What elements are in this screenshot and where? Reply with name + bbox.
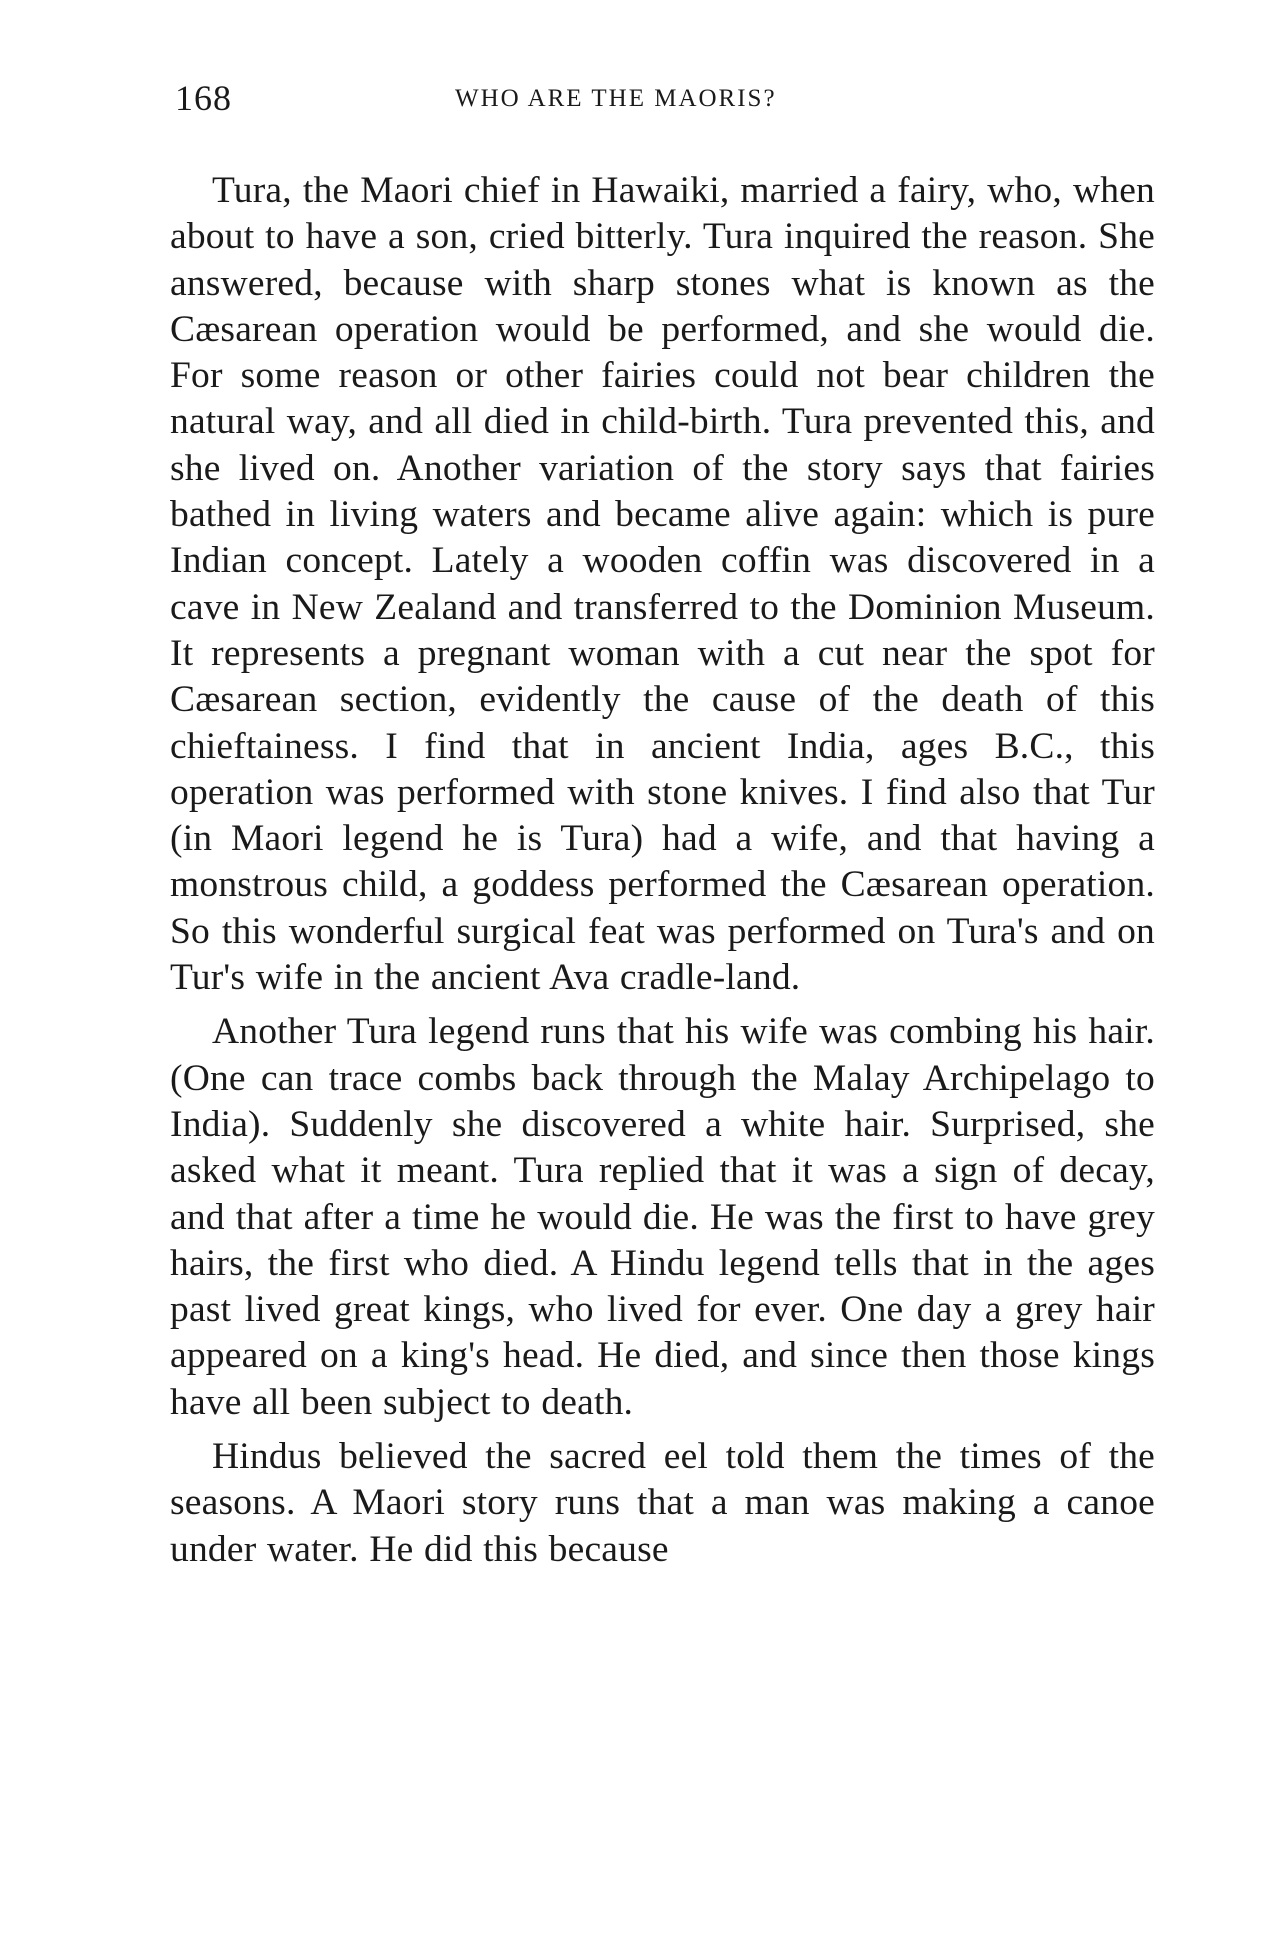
running-head: WHO ARE THE MAORIS?: [455, 85, 777, 112]
paragraph-tura-fairy: Tura, the Maori chief in Hawaiki, married a fairy, who, when about to have a son, cried bitterly. Tura inquired the reason. She answered, because with sharp stones what is known as the Cæsarean operation would be performed, and she would die. For some reason or other fairies could not bear children the natural way, and all died in child-birth. Tura prevented this, and she lived on. Another variation of the story says that fairies bathed in living waters and became alive again: which is pure Indian concept. Lately a wooden coffin was discovered in a cave in New Zealand and transferred to the Dominion Museum. It represents a pregnant woman with a cut near the spot for Cæsarean section, evidently the cause of the death of this chieftainess. I find that in ancient India, ages B.C., this operation was performed with stone knives. I find also that Tur (in Maori legend he is Tura) had a wife, and that having a monstrous child, a goddess performed the Cæsarean operation. So this wonderful surgical feat was performed on Tura's and on Tur's wife in the ancient Ava cradle-land.: [170, 170, 1155, 999]
page-number: 168: [175, 78, 232, 118]
body-text: [170, 168, 1155, 1573]
page-header: [175, 68, 1175, 128]
paragraph-grey-hair: Another Tura legend runs that his wife was combing his hair. (One can trace combs back through the Malay Archipelago to India). Suddenly she discovered a white hair. Surprised, she asked what it meant. Tura replied that it was a sign of decay, and that after a time he would die. He was the first to have grey hairs, the first who died. A Hindu legend tells that in the ages past lived great kings, who lived for ever. One day a grey hair appeared on a king's head. He died, and since then those kings have all been subject to death.: [170, 1011, 1155, 1423]
paragraph-sacred-eel: Hindus believed the sacred eel told them the times of the seasons. A Maori story runs that a man was making a canoe under water. He did this because: [170, 1436, 1155, 1570]
